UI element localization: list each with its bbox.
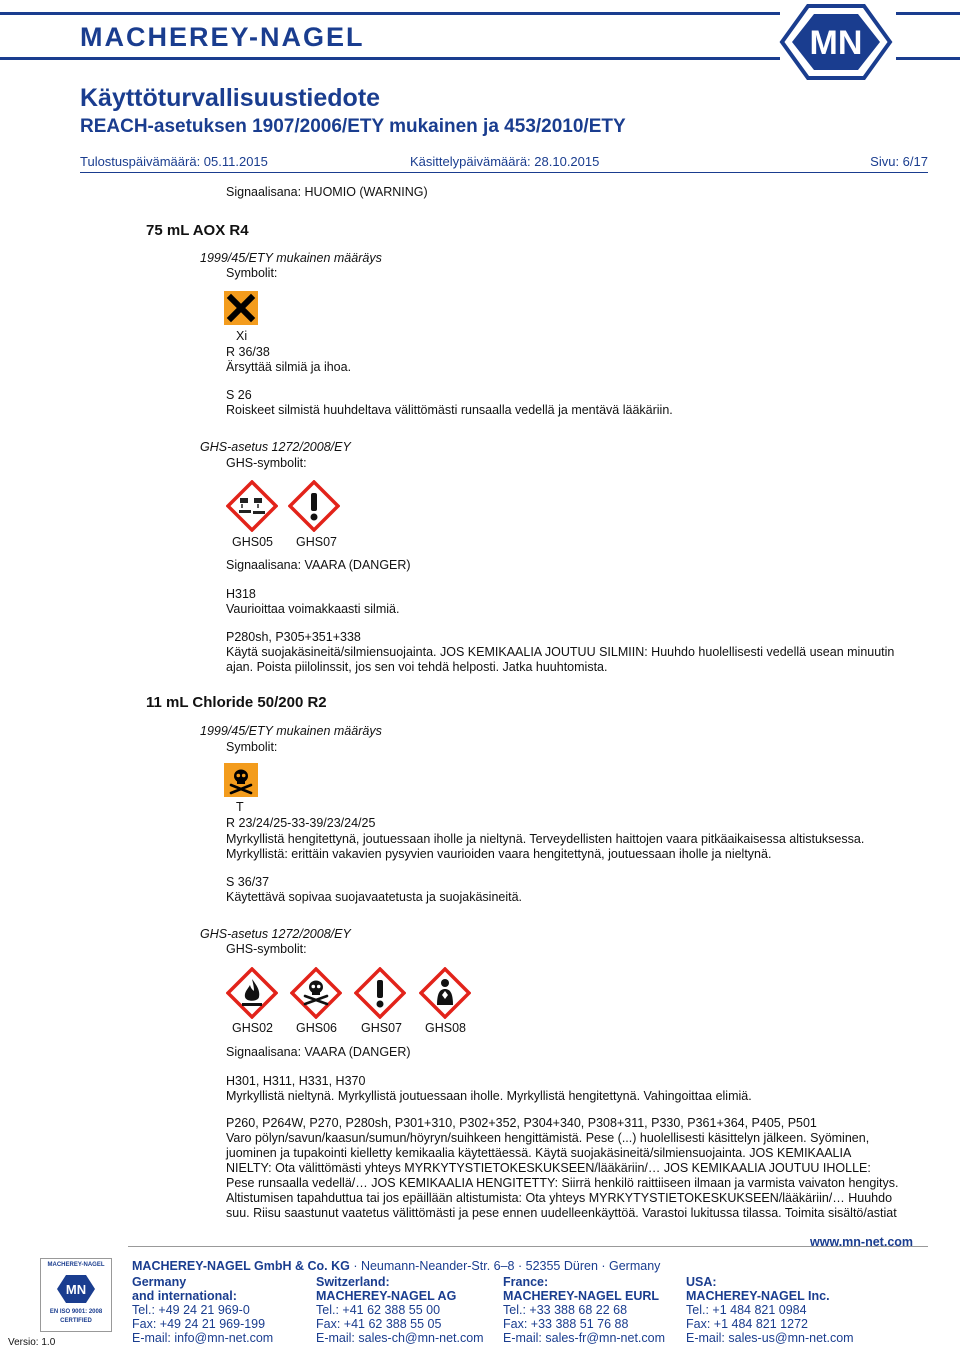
r-text: Myrkyllistä: erittäin vakavien pysyvien vaurioiden vaara hengitettynä, joutuessaan iholle ja nieltynä.: [226, 847, 772, 861]
ghs05-corrosive-icon: [226, 480, 278, 532]
r-text: Myrkyllistä hengitettynä, joutuessaan iholle ja nieltynä. Terveydellisten haittojen vaara pitkäaikaisessa altistuksessa.: [226, 832, 865, 846]
cert-iso: EN ISO 9001: 2008: [49, 1309, 103, 1315]
cert-logo-icon: [55, 1273, 97, 1305]
footer-tel: Tel.: +41 62 388 55 00: [316, 1303, 441, 1317]
ghs07-exclamation-icon: [354, 967, 406, 1019]
footer-country: USA:: [686, 1275, 717, 1289]
footer-email[interactable]: E-mail: sales-us@mn-net.com: [686, 1331, 854, 1345]
symbol-code: Xi: [236, 329, 248, 343]
symbols-label: Symbolit:: [226, 266, 278, 280]
p-text: juominen ja tupakointi kielletty kemikaalia käytettäessä. Käytä suojakäsineitä/silmiensuojainta. JOS KEMIKAALIA: [226, 1146, 852, 1160]
symbols-label: Symbolit:: [226, 740, 278, 754]
product-name: 11 mL Chloride 50/200 R2: [146, 694, 327, 711]
mn-logo: [778, 2, 894, 82]
ghs08-health-hazard-icon: [419, 967, 471, 1019]
footer-country-2: MACHEREY-NAGEL EURL: [503, 1289, 660, 1303]
version-label: Versio: 1.0: [8, 1337, 56, 1348]
s-phrase: S 26: [226, 388, 252, 402]
page-number: Sivu: 6/17: [870, 154, 928, 169]
p-text: Pese runsaalla vedellä/… JOS KEMIKAALIA HENGITETTY: Siirrä henkilö raittiiseen ilmaan ja varmista vaivaton hengitys.: [226, 1176, 899, 1190]
footer-email[interactable]: E-mail: info@mn-net.com: [132, 1331, 274, 1345]
p-codes: P280sh, P305+351+338: [226, 630, 361, 644]
ghs-regulation: GHS-asetus 1272/2008/EY: [200, 440, 351, 454]
ghs-code: GHS07: [296, 535, 337, 549]
footer-country: Switzerland:: [316, 1275, 390, 1289]
ghs02-flame-icon: [226, 967, 278, 1019]
ghs-code: GHS06: [296, 1021, 337, 1035]
ghs-code: GHS08: [425, 1021, 466, 1035]
document-subtitle: REACH-asetuksen 1907/2006/ETY mukainen ja 453/2010/ETY: [80, 116, 626, 137]
s-phrase: S 36/37: [226, 875, 270, 889]
brand-name: MACHEREY-NAGEL: [80, 22, 365, 52]
p-text: Altistumisen tapahduttua tai jos epäillään altistumista: Ota yhteys MYRKYTYSTIETOKESKUKSEEN/lääkäriin/… Huuhdo: [226, 1191, 893, 1205]
signal-word: Signaalisana: HUOMIO (WARNING): [226, 185, 428, 199]
ghs-regulation: GHS-asetus 1272/2008/EY: [200, 927, 351, 941]
logo-text: MN: [809, 24, 863, 62]
document-title: Käyttöturvallisuustiedote: [80, 84, 381, 112]
product-name: 75 mL AOX R4: [146, 222, 249, 239]
ghs-code: GHS05: [232, 535, 273, 549]
footer-tel: Tel.: +49 24 21 969-0: [132, 1303, 250, 1317]
footer-fax: Fax: +33 388 51 76 88: [503, 1317, 629, 1331]
footer-fax: Fax: +49 24 21 969-199: [132, 1317, 266, 1331]
symbol-code: T: [236, 800, 244, 814]
directive-label: 1999/45/ETY mukainen määräys: [200, 251, 382, 265]
ghs07-exclamation-icon: [288, 480, 340, 532]
cert-certified: CERTIFIED: [60, 1318, 92, 1324]
cert-brand: MACHEREY-NAGEL: [47, 1262, 105, 1268]
ghs-symbols-label: GHS-symbolit:: [226, 456, 307, 470]
ghs-symbols-label: GHS-symbolit:: [226, 942, 307, 956]
ghs-code: GHS07: [361, 1021, 402, 1035]
footer-fax: Fax: +1 484 821 1272: [686, 1317, 808, 1331]
footer-email[interactable]: E-mail: sales-ch@mn-net.com: [316, 1331, 484, 1345]
s-text: Käytettävä sopivaa suojavaatetusta ja suojakäsineitä.: [226, 890, 523, 904]
footer-country-2: MACHEREY-NAGEL Inc.: [686, 1289, 830, 1303]
footer-country: Germany: [132, 1275, 187, 1289]
footer-country-2: MACHEREY-NAGEL AG: [316, 1289, 457, 1303]
directive-label: 1999/45/ETY mukainen määräys: [200, 724, 382, 738]
p-text: NIELTY: Ota välittömästi yhteys MYRKYTYSTIETOKESKUKSEEN/lääkäriin/… JOS KEMIKAALIA JOUTUU IHOLLE:: [226, 1161, 871, 1175]
p-text: Varo pölyn/savun/kaasun/sumun/höyryn/suihkeen hengittämistä. Pese (...) huolellisesti käsittelyn jälkeen. Syöminen,: [226, 1131, 870, 1145]
iso-certificate-badge: [40, 1258, 112, 1332]
footer-company: MACHEREY-NAGEL GmbH & Co. KG: [132, 1259, 350, 1273]
h-text: Myrkyllistä nieltynä. Myrkyllistä joutuessaan iholle. Myrkyllistä hengitettynä. Vahingoittaa elimiä.: [226, 1089, 752, 1103]
footer-tel: Tel.: +33 388 68 22 68: [503, 1303, 628, 1317]
p-text: suu. Riisu saastunut vaatetus välittömästi ja pese ennen uudelleenkäyttöä. Varastoi lukitussa tilassa. Toimita sisältö/astiat: [226, 1206, 897, 1220]
cert-logo-text: MN: [65, 1282, 87, 1297]
h-text: Vaurioittaa voimakkaasti silmiä.: [226, 602, 400, 616]
footer-address: · Neumann-Neander-Str. 6–8 · 52355 Düren · Germany: [349, 1259, 661, 1273]
signal-word: Signaalisana: VAARA (DANGER): [226, 558, 411, 572]
t-toxic-icon: [224, 763, 258, 797]
processing-date: Käsittelypäivämäärä: 28.10.2015: [410, 154, 600, 169]
p-text: ajan. Poista piilolinssit, jos sen voi tehdä helposti. Jatka huuhtomista.: [226, 660, 608, 674]
ghs06-skull-icon: [290, 967, 342, 1019]
info-line: [80, 152, 928, 173]
footer-country: France:: [503, 1275, 549, 1289]
footer-fax: Fax: +41 62 388 55 05: [316, 1317, 442, 1331]
r-phrase: R 36/38: [226, 345, 270, 359]
signal-word: Signaalisana: VAARA (DANGER): [226, 1045, 411, 1059]
footer-country-2: and international:: [132, 1289, 237, 1303]
footer-website[interactable]: www.mn-net.com: [810, 1235, 914, 1249]
h-codes: H301, H311, H331, H370: [226, 1074, 366, 1088]
footer-company-line: [132, 1259, 660, 1273]
xi-irritant-icon: [224, 291, 258, 325]
footer-email[interactable]: E-mail: sales-fr@mn-net.com: [503, 1331, 666, 1345]
h-codes: H318: [226, 587, 256, 601]
p-codes: P260, P264W, P270, P280sh, P301+310, P302+352, P304+340, P308+311, P330, P361+364, P405, P501: [226, 1116, 817, 1130]
r-phrase: R 23/24/25-33-39/23/24/25: [226, 816, 376, 830]
r-text: Ärsyttää silmiä ja ihoa.: [226, 360, 352, 374]
s-text: Roiskeet silmistä huuhdeltava välittömästi runsaalla vedellä ja mentävä lääkäriin.: [226, 403, 673, 417]
p-text: Käytä suojakäsineitä/silmiensuojainta. JOS KEMIKAALIA JOUTUU SILMIIN: Huuhdo huolellisesti vedellä usean minuutin: [226, 645, 895, 659]
footer-divider: [128, 1246, 928, 1247]
ghs-code: GHS02: [232, 1021, 273, 1035]
footer-tel: Tel.: +1 484 821 0984: [686, 1303, 807, 1317]
print-date: Tulostuspäivämäärä: 05.11.2015: [80, 154, 268, 169]
